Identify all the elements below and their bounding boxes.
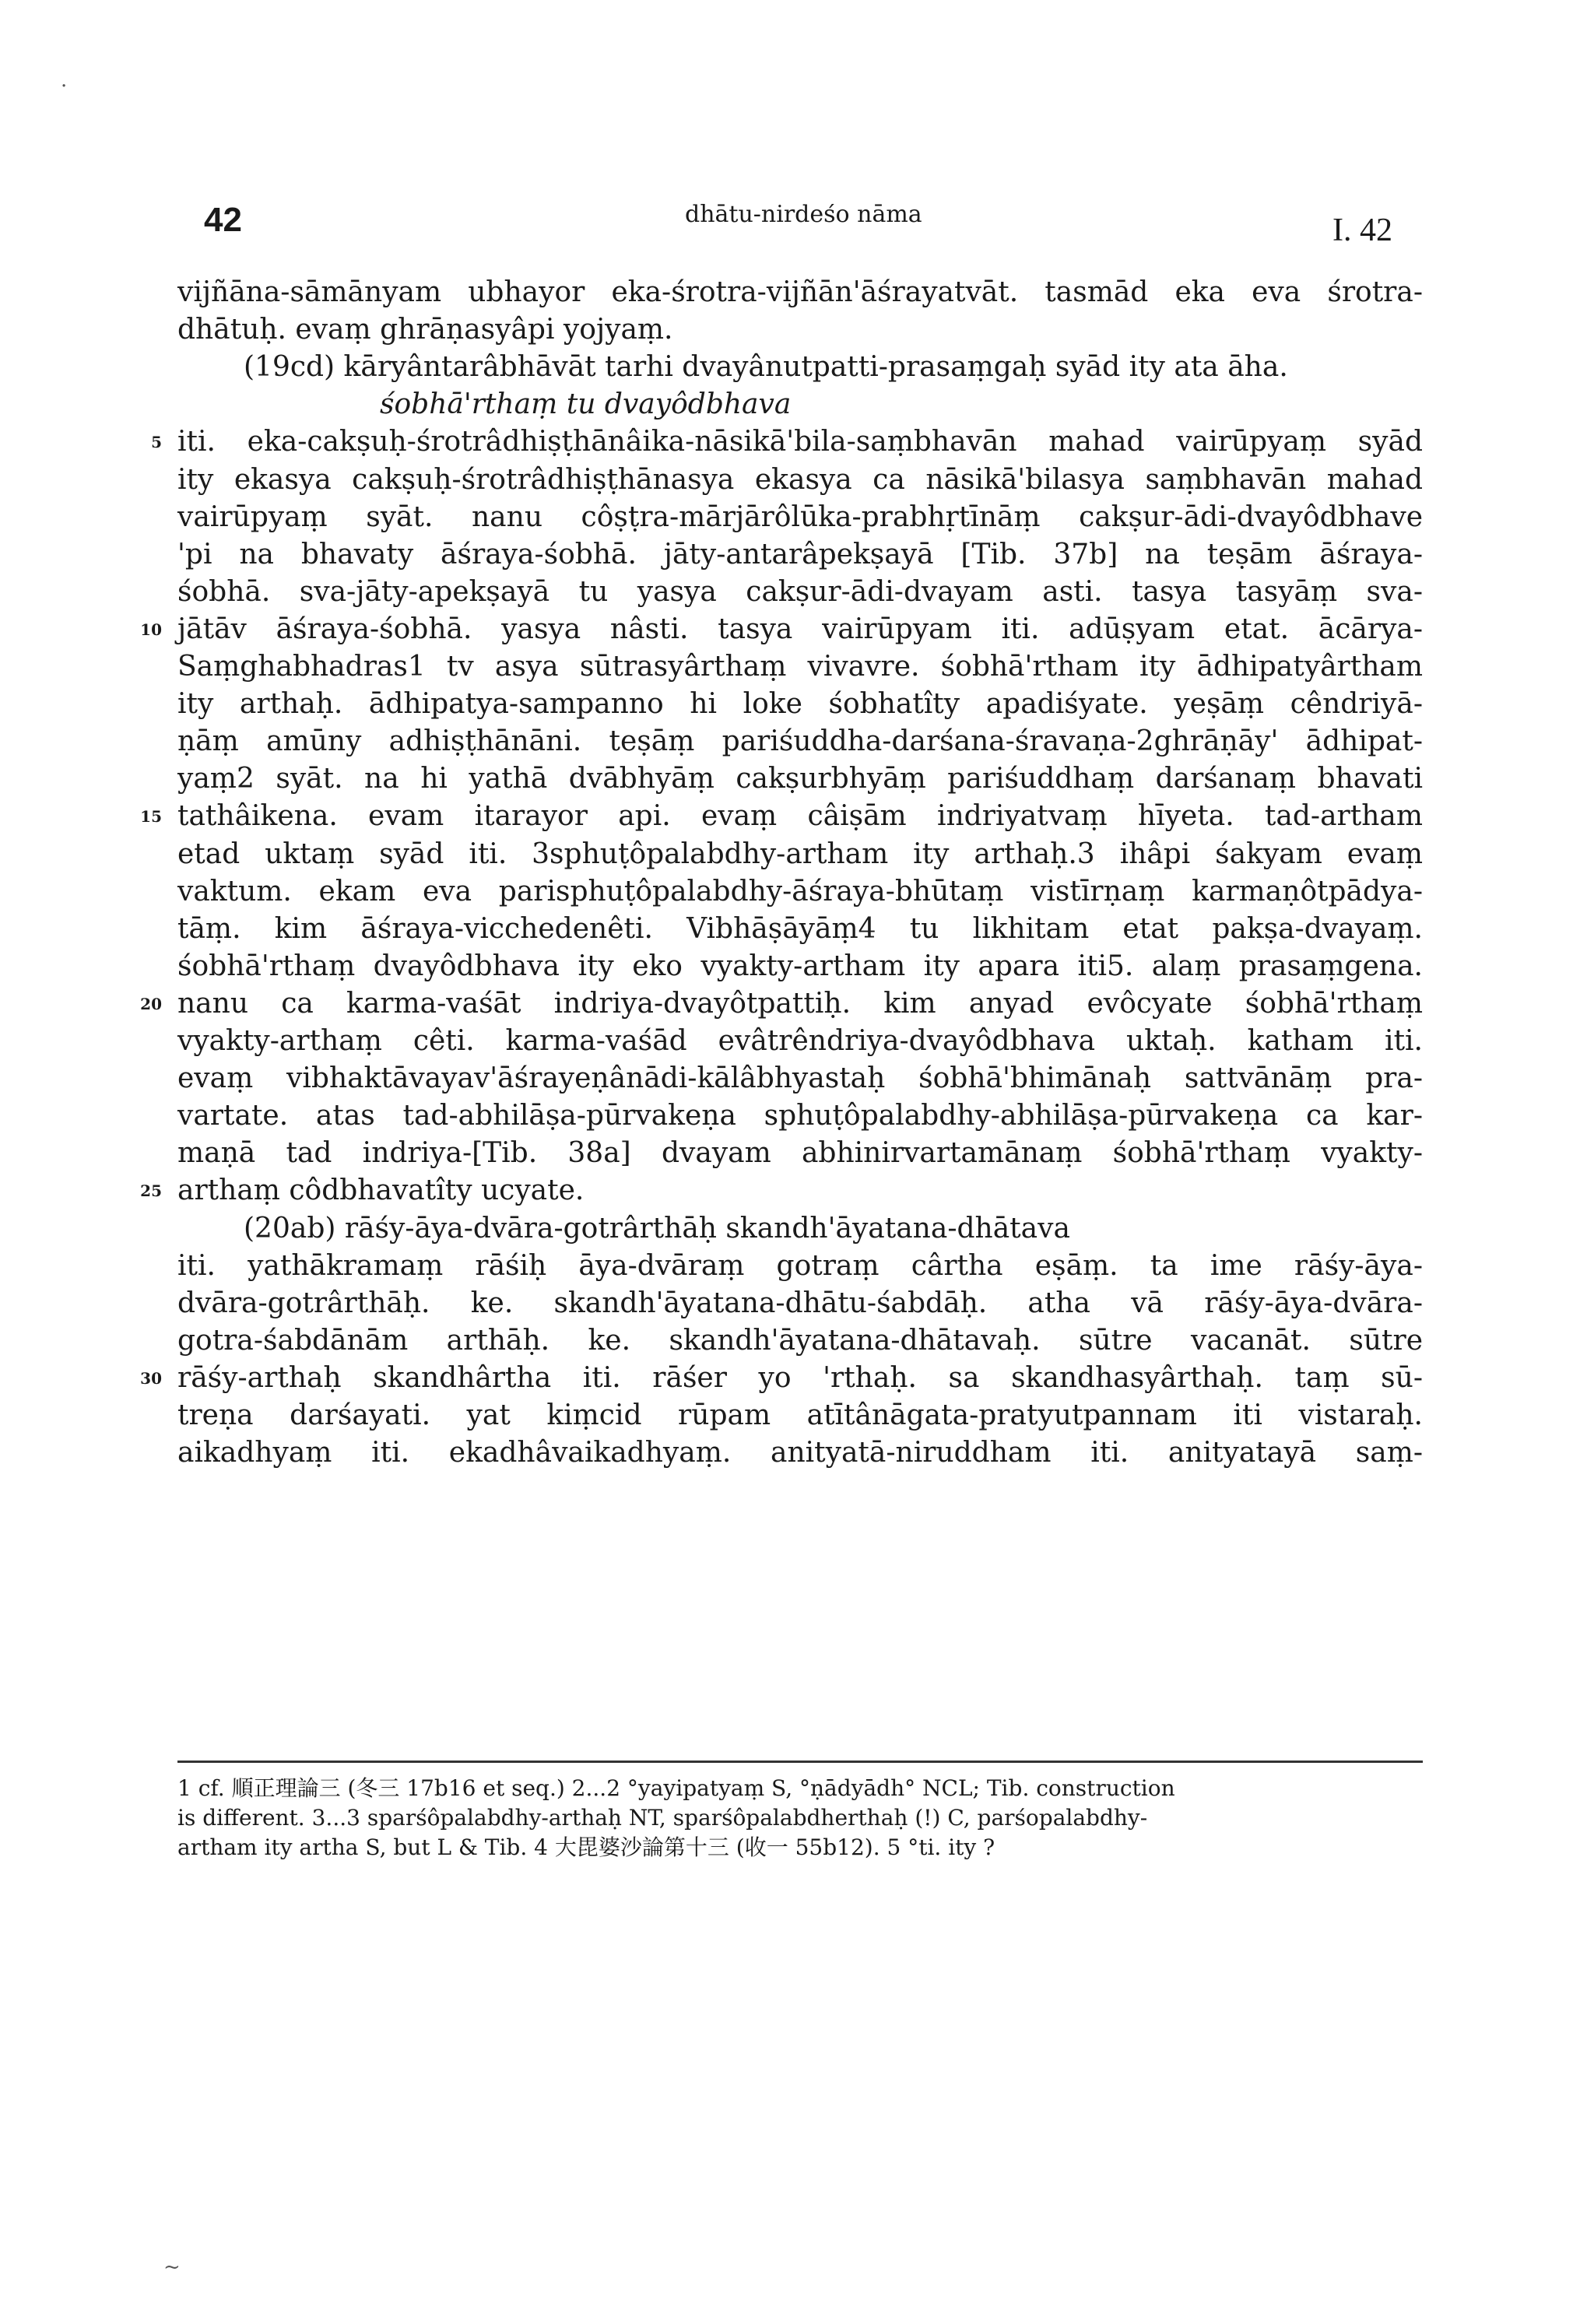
text-line	[151, 423, 1423, 461]
line-text: treṇa darśayati. yat kiṃcid rūpam atītânāgata-pratyutpannam iti vistaraḥ.	[177, 1399, 1423, 1431]
text-line	[177, 1023, 1423, 1060]
line-number: 5	[151, 433, 162, 451]
line-text: iti. eka-cakṣuḥ-śrotrâdhiṣṭhānâika-nāsikā'bila-saṃbhavān mahad vairūpyaṃ syād	[177, 426, 1423, 458]
text-line	[177, 1322, 1423, 1360]
line-text: tathâikena. evam itarayor api. evaṃ câiṣām indriyatvaṃ hīyeta. tad-artham	[177, 800, 1423, 832]
text-line	[177, 760, 1423, 798]
text-line	[177, 1060, 1423, 1097]
line-text: (19cd) kāryântarâbhāvāt tarhi dvayânutpatti-prasaṃgaḥ syād ity ata āha.	[244, 351, 1288, 383]
text-line	[177, 836, 1423, 873]
text-line	[177, 1434, 1423, 1472]
line-text: gotra-śabdānām arthāḥ. ke. skandh'āyatana-dhātavaḥ. sūtre vacanāt. sūtre	[177, 1325, 1423, 1357]
text-line	[177, 911, 1423, 948]
text-line	[177, 723, 1423, 760]
text-line	[177, 1285, 1423, 1322]
footnote-line	[177, 1834, 1423, 1862]
line-text: śobhā. sva-jāty-apekṣayā tu yasya cakṣur-ādi-dvayam asti. tasya tasyāṃ sva-	[177, 576, 1423, 608]
line-text: iti. yathākramaṃ rāśiḥ āya-dvāraṃ gotraṃ cârtha eṣāṃ. ta ime rāśy-āya-	[177, 1250, 1423, 1282]
line-text: 'pi na bhavaty āśraya-śobhā. jāty-antarâpekṣayā [Tib. 37b] na teṣām āśraya-	[177, 539, 1423, 570]
line-text: nanu ca karma-vaśāt indriya-dvayôtpattiḥ. kim anyad evôcyate śobhā'rthaṃ	[177, 988, 1423, 1020]
line-text: vairūpyaṃ syāt. nanu côṣṭra-mārjārôlūka-prabhṛtīnāṃ cakṣur-ādi-dvayôdbhave	[177, 501, 1423, 533]
text-line	[177, 948, 1423, 985]
line-text: vaktum. ekam eva parisphuṭôpalabdhy-āśraya-bhūtaṃ vistīrṇaṃ karmaṇôtpādya-	[177, 876, 1423, 907]
text-line	[177, 574, 1423, 611]
line-text: ity ekasya cakṣuḥ-śrotrâdhiṣṭhānasya ekasya ca nāsikā'bilasya saṃbhavān mahad	[177, 464, 1423, 496]
text-line	[140, 611, 1423, 648]
line-number: 20	[140, 995, 162, 1013]
line-text: vijñāna-sāmānyam ubhayor eka-śrotra-vijñān'āśrayatvāt. tasmād eka eva śrotra-	[177, 276, 1423, 308]
line-text: arthaṃ côdbhavatîty ucyate.	[177, 1174, 585, 1206]
line-text: evaṃ vibhaktāvayav'āśrayeṇânādi-kālâbhyastaḥ śobhā'bhimānaḥ sattvānāṃ pra-	[177, 1062, 1423, 1094]
page-number: 42	[204, 201, 242, 239]
line-text: dhātuḥ. evaṃ ghrāṇasyâpi yojyaṃ.	[177, 314, 673, 346]
text-line	[140, 985, 1423, 1023]
line-text: tāṃ. kim āśraya-vicchedenêti. Vibhāṣāyāṃ4 tu likhitam etat pakṣa-dvayaṃ.	[177, 913, 1423, 945]
line-text: ṇāṃ amūny adhiṣṭhānāni. teṣāṃ pariśuddha-darśana-śravaṇa-2ghrāṇāy' ādhipat-	[177, 725, 1423, 757]
line-number: 30	[140, 1369, 162, 1388]
pencil-mark: ~	[163, 2256, 181, 2279]
section-marker: I. 42	[1332, 212, 1392, 248]
text-line	[177, 1097, 1423, 1135]
line-number: 10	[140, 620, 162, 639]
footnote-text: is different. 3...3 sparśôpalabdhy-arthaḥ NT, sparśôpalabdherthaḥ (!) C, parśopalabdhy-	[177, 1805, 1148, 1831]
line-text: śobhā'rthaṃ tu dvayôdbhava	[380, 388, 792, 420]
line-text: Saṃghabhadras1 tv asya sūtrasyârthaṃ vivavre. śobhā'rtham ity ādhipatyârtham	[177, 651, 1423, 683]
line-text: etad uktaṃ syād iti. 3sphuṭôpalabdhy-artham ity arthaḥ.3 ihâpi śakyam evaṃ	[177, 838, 1423, 870]
line-text: (20ab) rāśy-āya-dvāra-gotrârthāḥ skandh'āyatana-dhātava	[244, 1213, 1070, 1244]
text-line	[140, 1360, 1423, 1397]
running-title: dhātu-nirdeśo nāma	[685, 201, 922, 228]
text-line	[177, 1210, 1423, 1248]
text-line	[177, 499, 1423, 536]
line-text: rāśy-arthaḥ skandhârtha iti. rāśer yo 'rthaḥ. sa skandhasyârthaḥ. taṃ sū-	[177, 1362, 1423, 1394]
line-text: vartate. atas tad-abhilāṣa-pūrvakeṇa sphuṭôpalabdhy-abhilāṣa-pūrvakeṇa ca kar-	[177, 1100, 1423, 1132]
footnote-line	[177, 1775, 1423, 1803]
line-text: aikadhyaṃ iti. ekadhâvaikadhyaṃ. anityatā-niruddham iti. anityatayā saṃ-	[177, 1437, 1423, 1469]
text-line	[140, 1172, 1423, 1209]
line-number: 25	[140, 1181, 162, 1200]
footnote-text: 1 cf. 順正理論三 (冬三 17b16 et seq.) 2...2 °yayipatyaṃ S, °ṇādyādh° NCL; Tib. construction	[177, 1775, 1175, 1801]
text-line	[177, 1397, 1423, 1434]
text-line	[177, 274, 1423, 311]
text-line	[177, 1135, 1423, 1172]
footnote-divider	[177, 1761, 1423, 1763]
text-line	[177, 349, 1423, 386]
text-line	[177, 1248, 1423, 1285]
line-text: ity arthaḥ. ādhipatya-sampanno hi loke śobhatîty apadiśyate. yeṣāṃ cêndriyā-	[177, 688, 1423, 720]
line-text: jātāv āśraya-śobhā. yasya nâsti. tasya vairūpyam iti. adūṣyam etat. ācārya-	[177, 613, 1423, 645]
footnote-line	[177, 1804, 1423, 1832]
line-text: dvāra-gotrârthāḥ. ke. skandh'āyatana-dhātu-śabdāḥ. atha vā rāśy-āya-dvāra-	[177, 1287, 1423, 1319]
text-line	[177, 462, 1423, 499]
footnote-text: artham ity artha S, but L & Tib. 4 大毘婆沙論第十三 (收一 55b12). 5 °ti. ity ?	[177, 1834, 995, 1860]
text-line	[177, 311, 1423, 349]
text-line	[140, 798, 1423, 835]
text-line	[177, 648, 1423, 686]
line-text: vyakty-arthaṃ cêti. karma-vaśād evâtrêndriya-dvayôdbhava uktaḥ. katham iti.	[177, 1025, 1423, 1057]
text-line	[177, 686, 1423, 723]
margin-speck: ·	[61, 75, 68, 98]
text-line	[177, 873, 1423, 911]
line-text: maṇā tad indriya-[Tib. 38a] dvayam abhinirvartamānaṃ śobhā'rthaṃ vyakty-	[177, 1137, 1423, 1169]
line-text: yaṃ2 syāt. na hi yathā dvābhyāṃ cakṣurbhyāṃ pariśuddhaṃ darśanaṃ bhavati	[177, 763, 1423, 795]
line-text: śobhā'rthaṃ dvayôdbhava ity eko vyakty-artham ity apara iti5. alaṃ prasaṃgena.	[177, 950, 1423, 982]
text-line	[177, 536, 1423, 574]
line-number: 15	[140, 807, 162, 826]
text-line	[177, 386, 1423, 423]
